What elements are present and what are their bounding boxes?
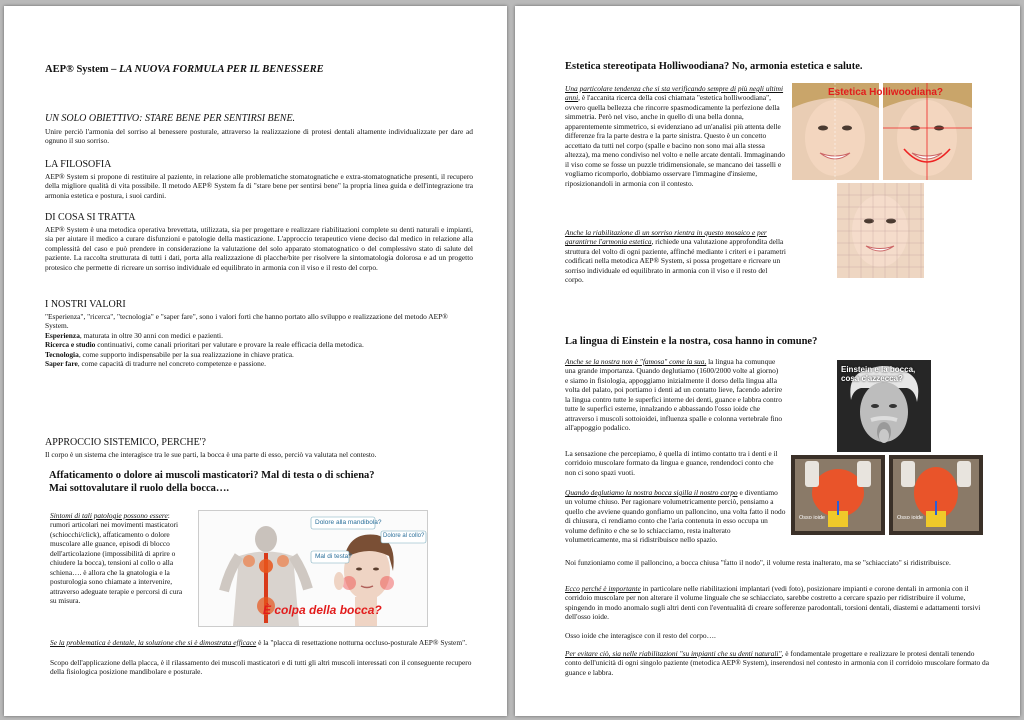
pain-illustration: [198, 510, 428, 627]
lingua-p2-underline: Quando deglutiamo la nostra bocca sigilla il nostro corpo: [565, 488, 738, 497]
lingua-paragraph-2b: Noi funzioniamo come il palloncino, a bocca chiusa "fatto il nodo", il volume resta inalterato, ma se "schiacciato" si ridistribuisce.: [565, 558, 951, 567]
lingua-paragraph-4: [565, 649, 989, 677]
label-collo: Dolore al collo?: [383, 533, 425, 539]
lingua-paragraph-3b: Osso ioide che interagisce con il resto del corpo….: [565, 631, 716, 640]
problematica-text: [50, 638, 474, 647]
xray-left: [791, 455, 885, 535]
estetica-paragraph-1: [565, 84, 787, 188]
valori-item-text: continuativi, come canali prioritari per valutare e provare la reale efficacia della metodica.: [95, 340, 364, 350]
scopo-text: Scopo dell'applicazione della placca, è il rilassamento dei muscoli masticatori e di tutti gli altri muscoli interessati con il conseguente recupero della fisiologica posizione mandibolare e posturale.: [50, 658, 472, 677]
title-prefix: AEP® System –: [45, 64, 120, 75]
lingua-paragraph-1b: La sensazione che percepiamo, è quella di intimo contatto tra i denti e il corridoio muscolare formato da lingua e guance, rendendoci conto che non ci sono spazi vuoti.: [565, 449, 778, 477]
valori-item-bold: Saper fare: [45, 359, 78, 369]
problematica-underline: Se la problematica è dentale, la soluzione che si è dimostrata efficace: [50, 638, 257, 647]
obiettivo-heading: UN SOLO OBIETTIVO: STARE BENE PER SENTIRSI BENE.: [45, 113, 296, 124]
filosofia-text: AEP® System si propone di restituire al paziente, in relazione alle problematiche stomatognatiche e extra-stomatognatiche presenti, il recupero della migliore qualità di vita possibile. Il metodo AEP® System fa di "stare bene per sentirsi bene" la propria linea guida e dell'integrazione tra armonia estetica e postura, i suoi cardini.: [45, 172, 473, 200]
valori-item-text: , come capacità di tradurre nel concreto competenze e passione.: [77, 359, 266, 369]
lingua-paragraph-1: [565, 357, 783, 433]
face-symmetry-svg: [792, 83, 972, 278]
title-italic: LA NUOVA FORMULA PER IL BENESSERE: [119, 64, 324, 75]
einstein-caption-line1: Einstein e la bocca,: [841, 365, 916, 374]
face-symmetry-collage: [792, 83, 972, 278]
label-mandibola: Dolore alla mandibola?: [315, 519, 382, 526]
lingua-p4-body: , è fondamentale progettare e realizzare le protesi dentali tenendo conto dell'unicità di ogni singolo paziente (metodica AEP® System), inserendosi nel contesto in armonia con il corridoio muscolare formato da guance e labbra.: [565, 649, 990, 677]
face-photo-puzzle: [837, 183, 924, 278]
valori-heading: I NOSTRI VALORI: [45, 299, 126, 310]
lingua-heading: La lingua di Einstein e la nostra, cosa hanno in comune?: [565, 336, 818, 347]
lingua-p4-underline: Per evitare ciò, sia nelle riabilitazioni "su impianti che su denti naturali": [565, 649, 782, 658]
estetica-p2-body: , richiede una valutazione approfondita della struttura del volto di ogni paziente, affinché mediante i criteri e i parametri codificati nella metodica AEP® System, si possa progettare e ricreare un sorriso individuale ed equilibrato in armonia con il viso e il resto del corpo.: [565, 237, 786, 285]
estetica-paragraph-2: [565, 228, 787, 285]
affaticamento-heading-line2: Mai sottovalutare il ruolo della bocca….: [49, 483, 230, 495]
valori-item: [45, 350, 473, 359]
valori-item-text: , come supporto indispensabile per la sua realizzazione in chiave pratica.: [78, 349, 294, 359]
approccio-heading: APPROCCIO SISTEMICO, PERCHE'?: [45, 437, 206, 448]
cosa-heading: DI COSA SI TRATTA: [45, 212, 136, 223]
affaticamento-heading-line1: Affaticamento o dolore ai muscoli masticatori? Mal di testa o di schiena?: [49, 470, 375, 481]
xray-label-right: Osso ioide: [897, 515, 923, 521]
label-testa: Mal di testa?: [315, 553, 352, 560]
lingua-paragraph-3: [565, 584, 989, 622]
document-page-left: [4, 6, 507, 716]
lingua-p1-underline: Anche se la nostra non è "famosa" come la sua,: [565, 357, 707, 366]
valori-block: [45, 312, 473, 369]
face-label: Estetica Holliwoodiana?: [828, 87, 944, 98]
filosofia-heading: LA FILOSOFIA: [45, 159, 112, 170]
sintomi-text: [50, 511, 190, 606]
lingua-p2-body: e diventiamo un volume chiuso. Per ragionare volumetricamente perciò, pensiamo a quello che avviene quando gonfiamo un palloncino, una volta fatto il nodo di chiusura, ci rendiamo conto che l'aria contenuta in esso occupa un volume definito e che se lo schiacciamo, resta inalterato volumetricamente, ma si ridistribuisce nello spazio.: [565, 488, 786, 545]
valori-item-bold: Ricerca e studio: [45, 340, 96, 350]
einstein-caption: [841, 365, 915, 383]
xray-label-left: Osso ioide: [799, 515, 825, 521]
lingua-p3-body: in particolare nelle riabilitazioni implantari (vedi foto), posizionare impianti e corone dentali in armonia con il corridoio muscolare per non alterare il volume linguale che se schiacciato, sarebbe costretto a cercare spazio per ridistribuire il volume, spingendo in modo anomalo sugli altri denti con l'eventualità di creare sofferenze parodontali, torsioni dentali, diastemi e adattamenti torsivi dell'osso ioide.: [565, 584, 981, 622]
xray-right: [889, 455, 983, 535]
estetica-p1-underline: Una particolare tendenza che si sta verificando sempre di più negli ultimi anni: [565, 84, 784, 103]
einstein-caption-line2: cosa c'azzecca?: [841, 374, 903, 384]
lingua-p1-body: la lingua ha comunque una grande importanza. Quando deglutiamo (1600/2000 volte al giorno) e siamo in fisiologia, appoggiamo inizialmente il dorso della lingua alla volta del palato, poi portiamo i denti ad un contatto lieve, facendo aderire la lingua contro tutte le superfici interne dei denti, guance e labbra contro tutte le superfici esterne, innalzando e abbassando l'osso ioide che attraverso i muscoli sottoioidei, influenza spalle e colonna vertebrale fino all'appoggio podalico.: [565, 357, 783, 433]
affaticamento-heading: [49, 469, 489, 495]
problematica-body: è la "placca di resettazione notturna occluso-posturale AEP® System".: [256, 638, 467, 647]
dental-xray-images: [791, 455, 983, 535]
estetica-p2-underline: Anche la riabilitazione di un sorriso rientra in questo mosaico e per garantirne l'armonia estetica: [565, 228, 767, 247]
lingua-p3-underline: Ecco perché è importante: [565, 584, 641, 593]
cosa-text: AEP® System è una metodica operativa brevettata, utilizzata, sia per progettare e realizzare riabilitazioni complete su denti naturali e impianti, sia per aiutare il medico a curare disfunzioni e patologie della masticazione. L'approccio terapeutico viene deciso dal medico in relazione alla complessità del caso e può prendere in considerazione la valutazione del solo apparato stomatognatico o del complessivo stato di salute del paziente. La raccolta strutturata di tutti i dati, porta alla realizzazione di placche/bite per risolvere la sintomatologia dolorosa e ad un progetto protesico che permette di ricreare un sorriso individuale ed equilibrato in armonia con il viso e il resto del corpo.: [45, 225, 473, 272]
einstein-photo: [837, 360, 931, 452]
valori-item: [45, 340, 473, 349]
page-title: [45, 64, 324, 75]
valori-item: [45, 331, 473, 340]
estetica-p1-body: , è l'accanita ricerca della così chiamata "estetica holliwoodiana", ovvero quella bellezza che rincorre spasmodicamente la perfezione della simmetria. Però nel viso, anche in quello di una bella donna, apparentemente simmetrico, si evidenziano ad un'analisi più attenta delle differenze fra la parte destra e la parte sinistra. Questo è un concetto accettato da tutti nel corpo (spalle e bacino non sono mai alla stessa altezza), ma meno condiviso nel volto e nelle arcate dentali. Immaginando il viso come se fosse un puzzle tridimensionale, se mancano dei tasselli e vogliamo ricomporlo, dobbiamo osservare l'immagine d'insieme, riposizionandoli in armonia con il contesto.: [565, 93, 785, 188]
valori-item-bold: Tecnologia: [45, 349, 79, 359]
obiettivo-text: Unire perciò l'armonia del sorriso al benessere posturale, attraverso la realizzazione di protesi dentali altamente individualizzate per dare ad ognuno il suo sorriso.: [45, 127, 473, 146]
valori-item-bold: Esperienza: [45, 330, 80, 340]
lingua-paragraph-2: [565, 488, 787, 545]
dental-xray-svg: [791, 455, 983, 535]
document-page-right: [515, 6, 1020, 716]
sintomi-underline: Sintomi di tali patologie possono essere: [50, 511, 168, 520]
sintomi-body: : rumori articolari nei movimenti masticatori (schiocchi/click), affaticamento o dolore muscolare alle guance, episodi di blocco dell'articolazione (impossibilità di aprire o chiudere la bocca), tensioni al collo o alla schiena…. è allora che la gnatologia e la posturologia sono chiamate a intervenire, attraverso adeguate terapie e percorsi di cura su misura.: [50, 511, 183, 606]
estetica-heading: Estetica stereotipata Holliwoodiana? No, armonia estetica e salute.: [565, 61, 863, 72]
pain-caption: È colpa della bocca?: [263, 603, 382, 617]
valori-intro: "Esperienza", "ricerca", "tecnologia" e "saper fare", sono i valori forti che hanno portato allo sviluppo e realizzazione del metodo AEP® System.: [45, 312, 448, 331]
valori-item: [45, 359, 473, 368]
valori-item-text: , maturata in oltre 30 anni con medici e pazienti.: [79, 330, 223, 340]
approccio-text: Il corpo è un sistema che interagisce tra le sue parti, la bocca è una parte di esso, perciò va valutata nel contesto.: [45, 450, 377, 459]
